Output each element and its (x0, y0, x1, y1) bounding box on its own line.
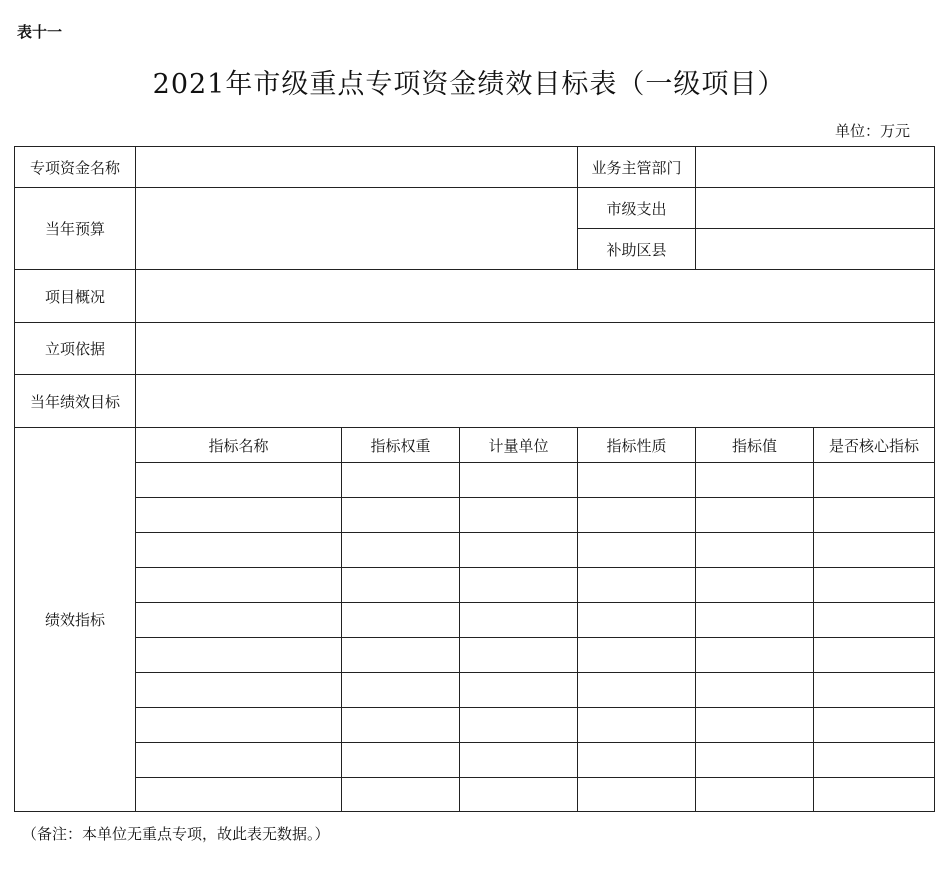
table-cell[interactable] (460, 743, 578, 778)
dept-label: 业务主管部门 (578, 147, 696, 188)
row-goal (15, 375, 935, 428)
table-cell[interactable] (342, 603, 460, 638)
table-cell[interactable] (460, 603, 578, 638)
table-cell[interactable] (136, 463, 342, 498)
col-indicator-weight: 指标权重 (342, 428, 460, 463)
table-cell[interactable] (342, 463, 460, 498)
city-spend-label: 市级支出 (578, 188, 696, 229)
table-cell[interactable] (578, 708, 696, 743)
table-cell[interactable] (460, 498, 578, 533)
table-cell[interactable] (814, 498, 935, 533)
table-cell[interactable] (696, 603, 814, 638)
table-row (15, 463, 935, 498)
table-row (15, 568, 935, 603)
table-cell[interactable] (342, 743, 460, 778)
table-row (15, 498, 935, 533)
table-cell[interactable] (814, 778, 935, 812)
table-cell[interactable] (136, 743, 342, 778)
table-cell[interactable] (696, 778, 814, 812)
table-row (15, 603, 935, 638)
row-overview (15, 270, 935, 323)
table-row (15, 673, 935, 708)
table-cell[interactable] (578, 568, 696, 603)
table-cell[interactable] (578, 778, 696, 812)
table-cell[interactable] (578, 743, 696, 778)
table-cell[interactable] (578, 533, 696, 568)
table-cell[interactable] (696, 638, 814, 673)
table-cell[interactable] (460, 708, 578, 743)
col-indicator-name: 指标名称 (136, 428, 342, 463)
table-cell[interactable] (578, 463, 696, 498)
overview-value[interactable] (136, 270, 935, 323)
row-basis (15, 323, 935, 375)
table-row (15, 743, 935, 778)
table-cell[interactable] (578, 638, 696, 673)
fund-name-label: 专项资金名称 (15, 147, 136, 188)
table-cell[interactable] (696, 673, 814, 708)
indicator-header-row (15, 428, 935, 463)
table-cell[interactable] (814, 533, 935, 568)
table-cell[interactable] (696, 743, 814, 778)
table-cell[interactable] (696, 533, 814, 568)
table-cell[interactable] (814, 463, 935, 498)
table-cell[interactable] (696, 568, 814, 603)
table-cell[interactable] (342, 498, 460, 533)
table-number-label: 表十一 (17, 23, 63, 41)
table-cell[interactable] (136, 603, 342, 638)
table-row (15, 708, 935, 743)
table-cell[interactable] (578, 673, 696, 708)
col-indicator-nature: 指标性质 (578, 428, 696, 463)
county-subsidy-label: 补助区县 (578, 229, 696, 270)
goal-label: 当年绩效目标 (15, 375, 136, 428)
page-title: 2021年市级重点专项资金绩效目标表（一级项目） (152, 69, 786, 100)
table-cell[interactable] (136, 638, 342, 673)
table-cell[interactable] (460, 638, 578, 673)
table-row (15, 638, 935, 673)
table-cell[interactable] (814, 638, 935, 673)
col-indicator-value: 指标值 (696, 428, 814, 463)
table-cell[interactable] (814, 673, 935, 708)
table-cell[interactable] (696, 498, 814, 533)
unit-label: 单位：万元 (834, 122, 910, 140)
performance-target-table (14, 146, 935, 812)
table-cell[interactable] (814, 743, 935, 778)
table-cell[interactable] (342, 708, 460, 743)
overview-label: 项目概况 (15, 270, 136, 323)
table-cell[interactable] (696, 708, 814, 743)
table-cell[interactable] (460, 533, 578, 568)
indicators-label: 绩效指标 (15, 428, 136, 812)
table-cell[interactable] (136, 778, 342, 812)
table-cell[interactable] (814, 708, 935, 743)
table-cell[interactable] (696, 463, 814, 498)
city-spend-value[interactable] (696, 188, 935, 229)
table-cell[interactable] (814, 568, 935, 603)
row-budget-city (15, 188, 935, 229)
county-subsidy-value[interactable] (696, 229, 935, 270)
budget-label: 当年预算 (15, 188, 136, 270)
table-cell[interactable] (136, 673, 342, 708)
table-cell[interactable] (342, 638, 460, 673)
footnote: （备注：本单位无重点专项，故此表无数据。） (22, 825, 330, 843)
table-cell[interactable] (460, 568, 578, 603)
row-fund-name (15, 147, 935, 188)
table-cell[interactable] (578, 603, 696, 638)
col-measure-unit: 计量单位 (460, 428, 578, 463)
table-cell[interactable] (136, 533, 342, 568)
table-cell[interactable] (460, 463, 578, 498)
table-row (15, 778, 935, 812)
budget-value[interactable] (136, 188, 578, 270)
basis-label: 立项依据 (15, 323, 136, 375)
basis-value[interactable] (136, 323, 935, 375)
table-cell[interactable] (578, 498, 696, 533)
table-cell[interactable] (342, 778, 460, 812)
table-cell[interactable] (342, 568, 460, 603)
table-cell[interactable] (136, 568, 342, 603)
table-cell[interactable] (814, 603, 935, 638)
table-cell[interactable] (460, 778, 578, 812)
goal-value[interactable] (136, 375, 935, 428)
fund-name-value[interactable] (136, 147, 578, 188)
table-cell[interactable] (460, 673, 578, 708)
table-cell[interactable] (342, 533, 460, 568)
table-cell[interactable] (136, 708, 342, 743)
table-row (15, 533, 935, 568)
table-cell[interactable] (136, 498, 342, 533)
dept-value[interactable] (696, 147, 935, 188)
table-cell[interactable] (342, 673, 460, 708)
col-is-core: 是否核心指标 (814, 428, 935, 463)
